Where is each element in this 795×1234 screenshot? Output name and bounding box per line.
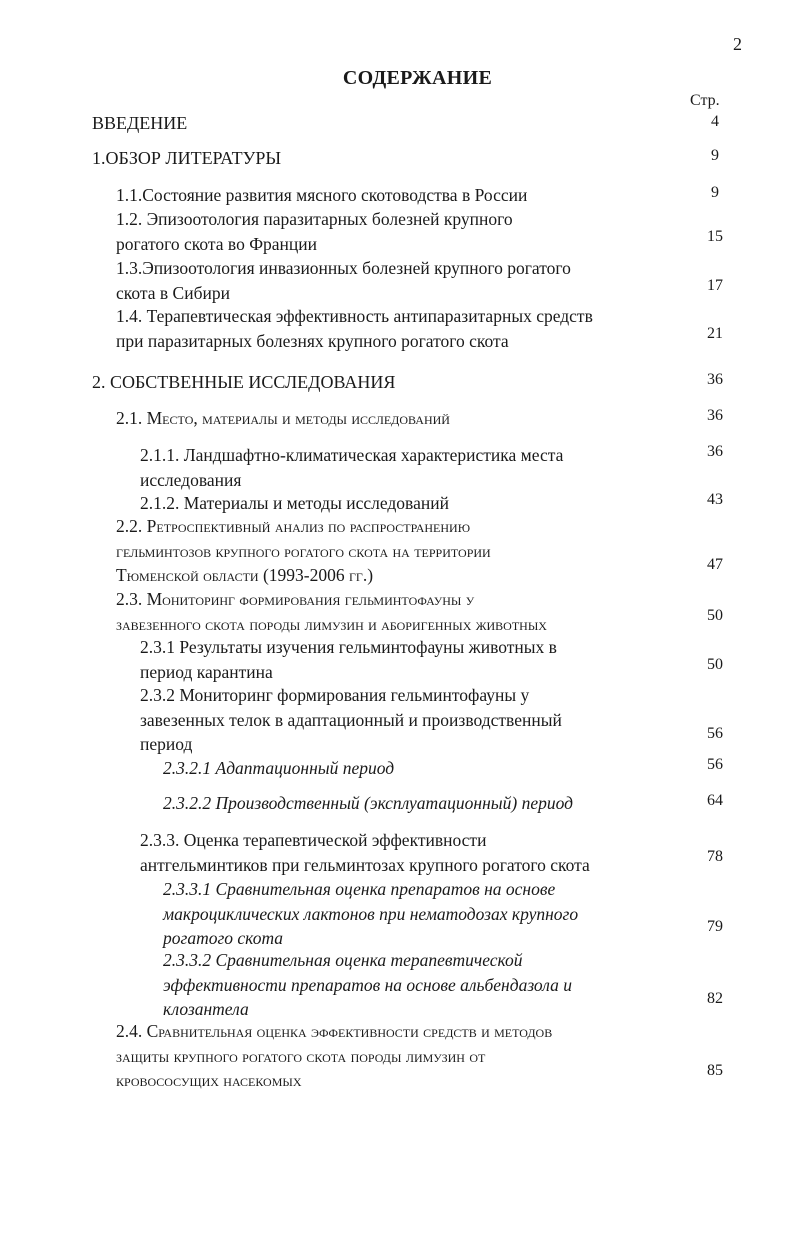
toc-entry-line: 2.3.3.2 Сравнительная оценка терапевтической: [163, 950, 523, 970]
toc-entry-line: рогатого скота: [163, 928, 284, 948]
toc-entry-2-3-2-2: [163, 791, 573, 816]
page-column-label: Стр.: [690, 92, 720, 109]
toc-entry-line: завезенного скота породы лимузин и аборигенных животных: [116, 613, 547, 634]
toc-page-number: 64: [707, 792, 723, 809]
toc-entry-line: Тюменской области (1993-2006 гг.): [116, 565, 374, 585]
toc-entry-2-3-2-1: [163, 756, 394, 781]
toc-page-number: 17: [707, 277, 723, 294]
toc-entry-line: период карантина: [140, 661, 273, 682]
toc-entry-line: завезенных телок в адаптационный и производственный: [140, 709, 562, 730]
toc-entry-2-3-3-1: [163, 877, 578, 951]
page-number: 2: [733, 34, 742, 54]
toc-entry-line: исследования: [140, 469, 242, 490]
toc-page-number: 9: [711, 184, 719, 201]
toc-entry-line: 2.3. Мониторинг формирования гельминтофауны у: [116, 589, 475, 609]
toc-page-number: 36: [707, 371, 723, 388]
toc-page-number: 43: [707, 491, 723, 508]
toc-entry-line: гельминтозов крупного рогатого скота на территории: [116, 540, 491, 561]
toc-entry-line: при паразитарных болезнях крупного рогатого скота: [116, 330, 509, 351]
toc-entry-2-3-2: [140, 683, 562, 757]
toc-entry-line: 2.3.2 Мониторинг формирования гельминтофауны у: [140, 685, 530, 705]
toc-entry-line: 1.ОБЗОР ЛИТЕРАТУРЫ: [92, 148, 282, 168]
toc-entry-line: 2. СОБСТВЕННЫЕ ИССЛЕДОВАНИЯ: [92, 372, 396, 392]
toc-entry-line: макроциклических лактонов при нематодозах крупного: [163, 903, 579, 924]
toc-entry-line: 1.2. Эпизоотология паразитарных болезней крупного: [116, 209, 513, 229]
toc-page-number: 15: [707, 228, 723, 245]
toc-entry-line: 2.3.2.1 Адаптационный период: [163, 758, 395, 778]
toc-entry-2-3-3-2: [163, 948, 572, 1022]
toc-entry-line: 2.1.2. Материалы и методы исследований: [140, 493, 449, 513]
toc-entry-2-3-3: [140, 828, 590, 877]
toc-entry-line: 2.3.3.1 Сравнительная оценка препаратов на основе: [163, 879, 556, 899]
toc-page-number: 36: [707, 407, 723, 424]
toc-entry-line: кровососущих насекомых: [116, 1070, 302, 1090]
toc-entry-2-2: [116, 514, 491, 588]
toc-entry-2-3-1: [140, 635, 557, 684]
toc-page-number: 50: [707, 656, 723, 673]
toc-entry-line: 1.1.Состояние развития мясного скотоводства в России: [116, 185, 528, 205]
toc-entry-line: рогатого скота во Франции: [116, 233, 318, 254]
toc-page-number: 79: [707, 918, 723, 935]
toc-entry-line: 2.3.3. Оценка терапевтической эффективности: [140, 830, 487, 850]
toc-entry-2-1-2: [140, 491, 449, 516]
toc-entry-chapter-1: [92, 146, 281, 171]
toc-entry-1-2: [116, 207, 513, 256]
toc-page-number: 56: [707, 725, 723, 742]
toc-entry-line: 2.1.1. Ландшафтно-климатическая характеристика места: [140, 445, 564, 465]
toc-entry-line: 2.4. Сравнительная оценка эффективности средств и методов: [116, 1021, 553, 1041]
toc-entry-2-4: [116, 1019, 552, 1093]
toc-entry-line: антгельминтиков при гельминтозах крупного рогатого скота: [140, 854, 590, 875]
toc-entry-chapter-2: [92, 370, 395, 395]
toc-entry-2-1: [116, 406, 450, 431]
toc-page-number: 85: [707, 1062, 723, 1079]
toc-entry-1-3: [116, 256, 571, 305]
toc-entry-line: 2.3.1 Результаты изучения гельминтофауны животных в: [140, 637, 557, 657]
toc-entry-2-3: [116, 587, 547, 636]
toc-page-number: 78: [707, 848, 723, 865]
toc-entry-line: 2.2. Ретроспективный анализ по распространению: [116, 516, 471, 536]
toc-entry-1-4: [116, 304, 593, 353]
page-title: СОДЕРЖАНИЕ: [342, 67, 493, 89]
toc-page-number: 21: [707, 325, 723, 342]
toc-entry-line: 1.3.Эпизоотология инвазионных болезней крупного рогатого: [116, 258, 571, 278]
toc-page-number: 4: [711, 113, 719, 130]
toc-page-number: 50: [707, 607, 723, 624]
toc-entry-line: клозантела: [163, 999, 249, 1019]
toc-entry-line: период: [140, 734, 193, 754]
toc-page-number: 47: [707, 556, 723, 573]
toc-page-number: 36: [707, 443, 723, 460]
toc-entry-line: 1.4. Терапевтическая эффективность антипаразитарных средств: [116, 306, 593, 326]
toc-entry-1-1: [116, 183, 527, 208]
toc-entry-introduction: [92, 111, 187, 136]
toc-entry-line: ВВЕДЕНИЕ: [92, 113, 188, 133]
toc-entry-line: 2.1. Место, материалы и методы исследований: [116, 408, 450, 428]
toc-entry-line: скота в Сибири: [116, 282, 230, 303]
toc-entry-line: эффективности препаратов на основе альбендазола и: [163, 974, 572, 995]
toc-entry-line: защиты крупного рогатого скота породы лимузин от: [116, 1045, 486, 1066]
toc-entry-2-1-1: [140, 443, 563, 492]
toc-page-number: 56: [707, 756, 723, 773]
toc-entry-line: 2.3.2.2 Производственный (эксплуатационный) период: [163, 793, 573, 813]
toc-page-number: 9: [711, 147, 719, 164]
toc-page-number: 82: [707, 990, 723, 1007]
